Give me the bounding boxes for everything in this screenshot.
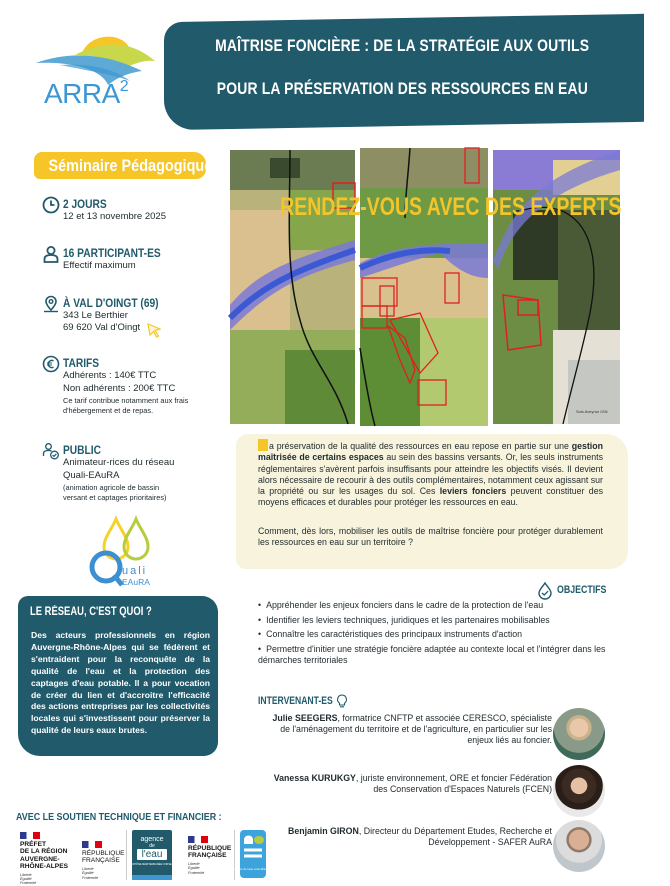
partner-agence-eau-loire-bretagne-logo	[233, 830, 273, 878]
quali-eaura-logo-icon	[86, 517, 176, 589]
objective-item: • Identifier les leviers techniques, juridiques et les partenaires mobilisables	[258, 615, 628, 626]
agence-eau-lb-icon	[233, 830, 273, 878]
cursor-pointer-icon	[146, 322, 162, 338]
svg-text:uali: uali	[122, 565, 148, 577]
speaker-vanessa-kurukgy: Vanessa KURUKGY, juriste environnement, ORE et foncier Fédération des Conservation d'Espaces Naturels (FCEN)	[273, 773, 552, 795]
pricing-note-1: Ce tarif contribue notamment aux frais	[63, 396, 189, 405]
map-pin-icon	[42, 295, 60, 313]
public-note-2: versant et captages prioritaires)	[63, 493, 167, 502]
objective-item: • Appréhender les enjeux fonciers dans le cadre de la protection de l'eau	[258, 600, 628, 611]
network-box-title: LE RÉSEAU, C'EST QUOI ?	[30, 606, 152, 618]
pricing-non-members: Non adhérents : 200€ TTC	[63, 383, 176, 394]
partner-divider	[126, 830, 127, 880]
objectives-title: OBJECTIFS	[557, 584, 607, 596]
partner-prefet-line4: RHÔNE-ALPES	[20, 863, 68, 871]
partner-prefet-line3: AUVERGNE-	[20, 855, 60, 863]
pricing-title: TARIFS	[63, 356, 100, 370]
duration-dates: 12 et 13 novembre 2025	[63, 211, 166, 222]
pricing-note-2: d'hébergement et de repas.	[63, 406, 154, 415]
participants-title: 16 PARTICIPANT-ES	[63, 246, 161, 260]
objective-item: • Connaître les caractéristiques des principaux instruments d'action	[258, 629, 628, 640]
arra2-logo-text: ARRA$^2$	[44, 78, 129, 109]
map-panel-1	[230, 150, 355, 424]
water-drop-check-icon	[537, 582, 553, 599]
partner-republique-logo-2	[188, 836, 231, 875]
partner-rf1-line2: FRANÇAISE	[82, 857, 120, 865]
location-city: 69 620 Val d'Oingt	[63, 322, 141, 333]
partner-prefet-logo	[20, 832, 68, 886]
duration-title: 2 JOURS	[63, 197, 107, 211]
speaker-avatar-benjamin	[553, 820, 605, 872]
partner-rf2-line2: FRANÇAISE	[188, 852, 227, 860]
public-title: PUBLIC	[63, 443, 101, 457]
participants-note: Effectif maximum	[63, 260, 136, 271]
seminar-badge: Séminaire Pédagogique	[34, 152, 206, 179]
clock-icon	[42, 196, 60, 214]
dropcap-marker	[258, 439, 268, 451]
partner-prefet-motto: Liberté Égalité Fraternité	[20, 872, 37, 886]
location-address: 343 Le Berthier	[63, 310, 128, 321]
french-flag-icon	[82, 841, 102, 848]
map-credit: Sols Aveyron IGN	[576, 409, 608, 414]
page-title-line1: MAÎTRISE FONCIÈRE : DE LA STRATÉGIE AUX OUTILS	[214, 36, 590, 55]
speaker-avatar-vanessa	[553, 765, 605, 817]
partner-rf1-motto: Liberté Égalité Fraternité	[82, 866, 99, 880]
people-check-icon	[42, 442, 60, 460]
location-title: À VAL D'OINGT (69)	[63, 296, 159, 310]
public-line-1: Animateur-rices du réseau	[63, 457, 175, 468]
partner-rf2-line1: RÉPUBLIQUE	[188, 845, 232, 852]
network-info-box	[18, 596, 218, 756]
partner-republique-logo-1	[82, 841, 125, 880]
partner-prefet-line2: DE LA RÉGION	[20, 848, 68, 856]
page-title-line2: POUR LA PRÉSERVATION DES RESSOURCES EN EAU	[216, 79, 588, 98]
intro-paragraph-1: a préservation de la qualité des ressources en eau repose en partie sur une gestion maîtrisée de certains espaces au sein des bassins versants. Or, les seuls instruments réglementaires s'avèrent parfois insuffisants pour atteindre les objectifs visés. Il devient alors nécessaire de recourir à des outils complémentaires, notamment ceux agissant sur la propriété ou sur les usages du sol. Ces leviers fonciers peuvent constituer des moyens efficaces et durables pour protéger les ressources en eau.	[258, 441, 603, 508]
speaker-avatar-julie	[553, 708, 605, 760]
partner-divider	[234, 830, 235, 880]
svg-text:EAuRA: EAuRA	[122, 577, 150, 587]
intro-paragraph-2: Comment, dès lors, mobiliser les outils de maîtrise foncière pour protéger durablement les ressources en eau sur un territoire ?	[258, 526, 603, 548]
objective-item: • Permettre d'initier une stratégie foncière adaptée au contexte local et l'intégrer dans les démarches territoriales	[258, 644, 628, 666]
french-flag-icon	[20, 832, 40, 839]
map-panel-2	[360, 148, 488, 426]
partner-prefet-line1: PRÉFET	[20, 841, 47, 848]
partner-agence-eau-rmc-logo: agence de l'eau RHÔNE MÉDITERRANÉE CORSE	[132, 830, 172, 880]
support-title: AVEC LE SOUTIEN TECHNIQUE ET FINANCIER :	[16, 811, 222, 823]
person-icon	[42, 245, 60, 263]
pricing-members: Adhérents : 140€ TTC	[63, 370, 157, 381]
partner-rf2-motto: Liberté Égalité Fraternité	[188, 861, 205, 875]
speaker-benjamin-giron: Benjamin GIRON, Directeur du Département Etudes, Recherche et Développement - SAFER AuRA	[287, 826, 552, 848]
network-box-text: Des acteurs professionnels en région Auvergne-Rhône-Alpes qui se fédèrent et s'entraident pour la reconquête de la qualité de l'eau et la protection des captages d'eau potable. Il a pour vocation de créer du lien et d'accroitre l'efficacité des actions entreprises par les collectivités locales qui s'investissent pour préserver la qualité de leurs eaux brutes.	[31, 630, 210, 736]
map-title: RENDEZ-VOUS AVEC DES EXPERTS	[280, 193, 622, 221]
euro-icon	[42, 355, 60, 373]
lightbulb-icon	[336, 694, 348, 708]
speakers-title: INTERVENANT-ES	[258, 695, 333, 707]
speaker-julie-seegers: Julie SEEGERS, formatrice CNFTP et associée CERESCO, spécialiste de l'aménagement du territoire et de l'agriculture, en particulier sur les enjeux liés au foncier.	[272, 713, 552, 746]
objectives-list	[258, 600, 628, 669]
french-flag-icon	[188, 836, 208, 843]
public-note-1: (animation agricole de bassin	[63, 483, 160, 492]
map-panel-3	[493, 150, 620, 424]
aerial-map-collage	[230, 145, 630, 427]
header-banner	[164, 14, 644, 130]
public-line-2: Quali-EAuRA	[63, 470, 120, 481]
partner-rf1-line1: RÉPUBLIQUE	[82, 850, 125, 857]
svg-text:agence de l'eau Loire-Bretagne: agence de l'eau Loire-Bretagne	[233, 867, 273, 871]
